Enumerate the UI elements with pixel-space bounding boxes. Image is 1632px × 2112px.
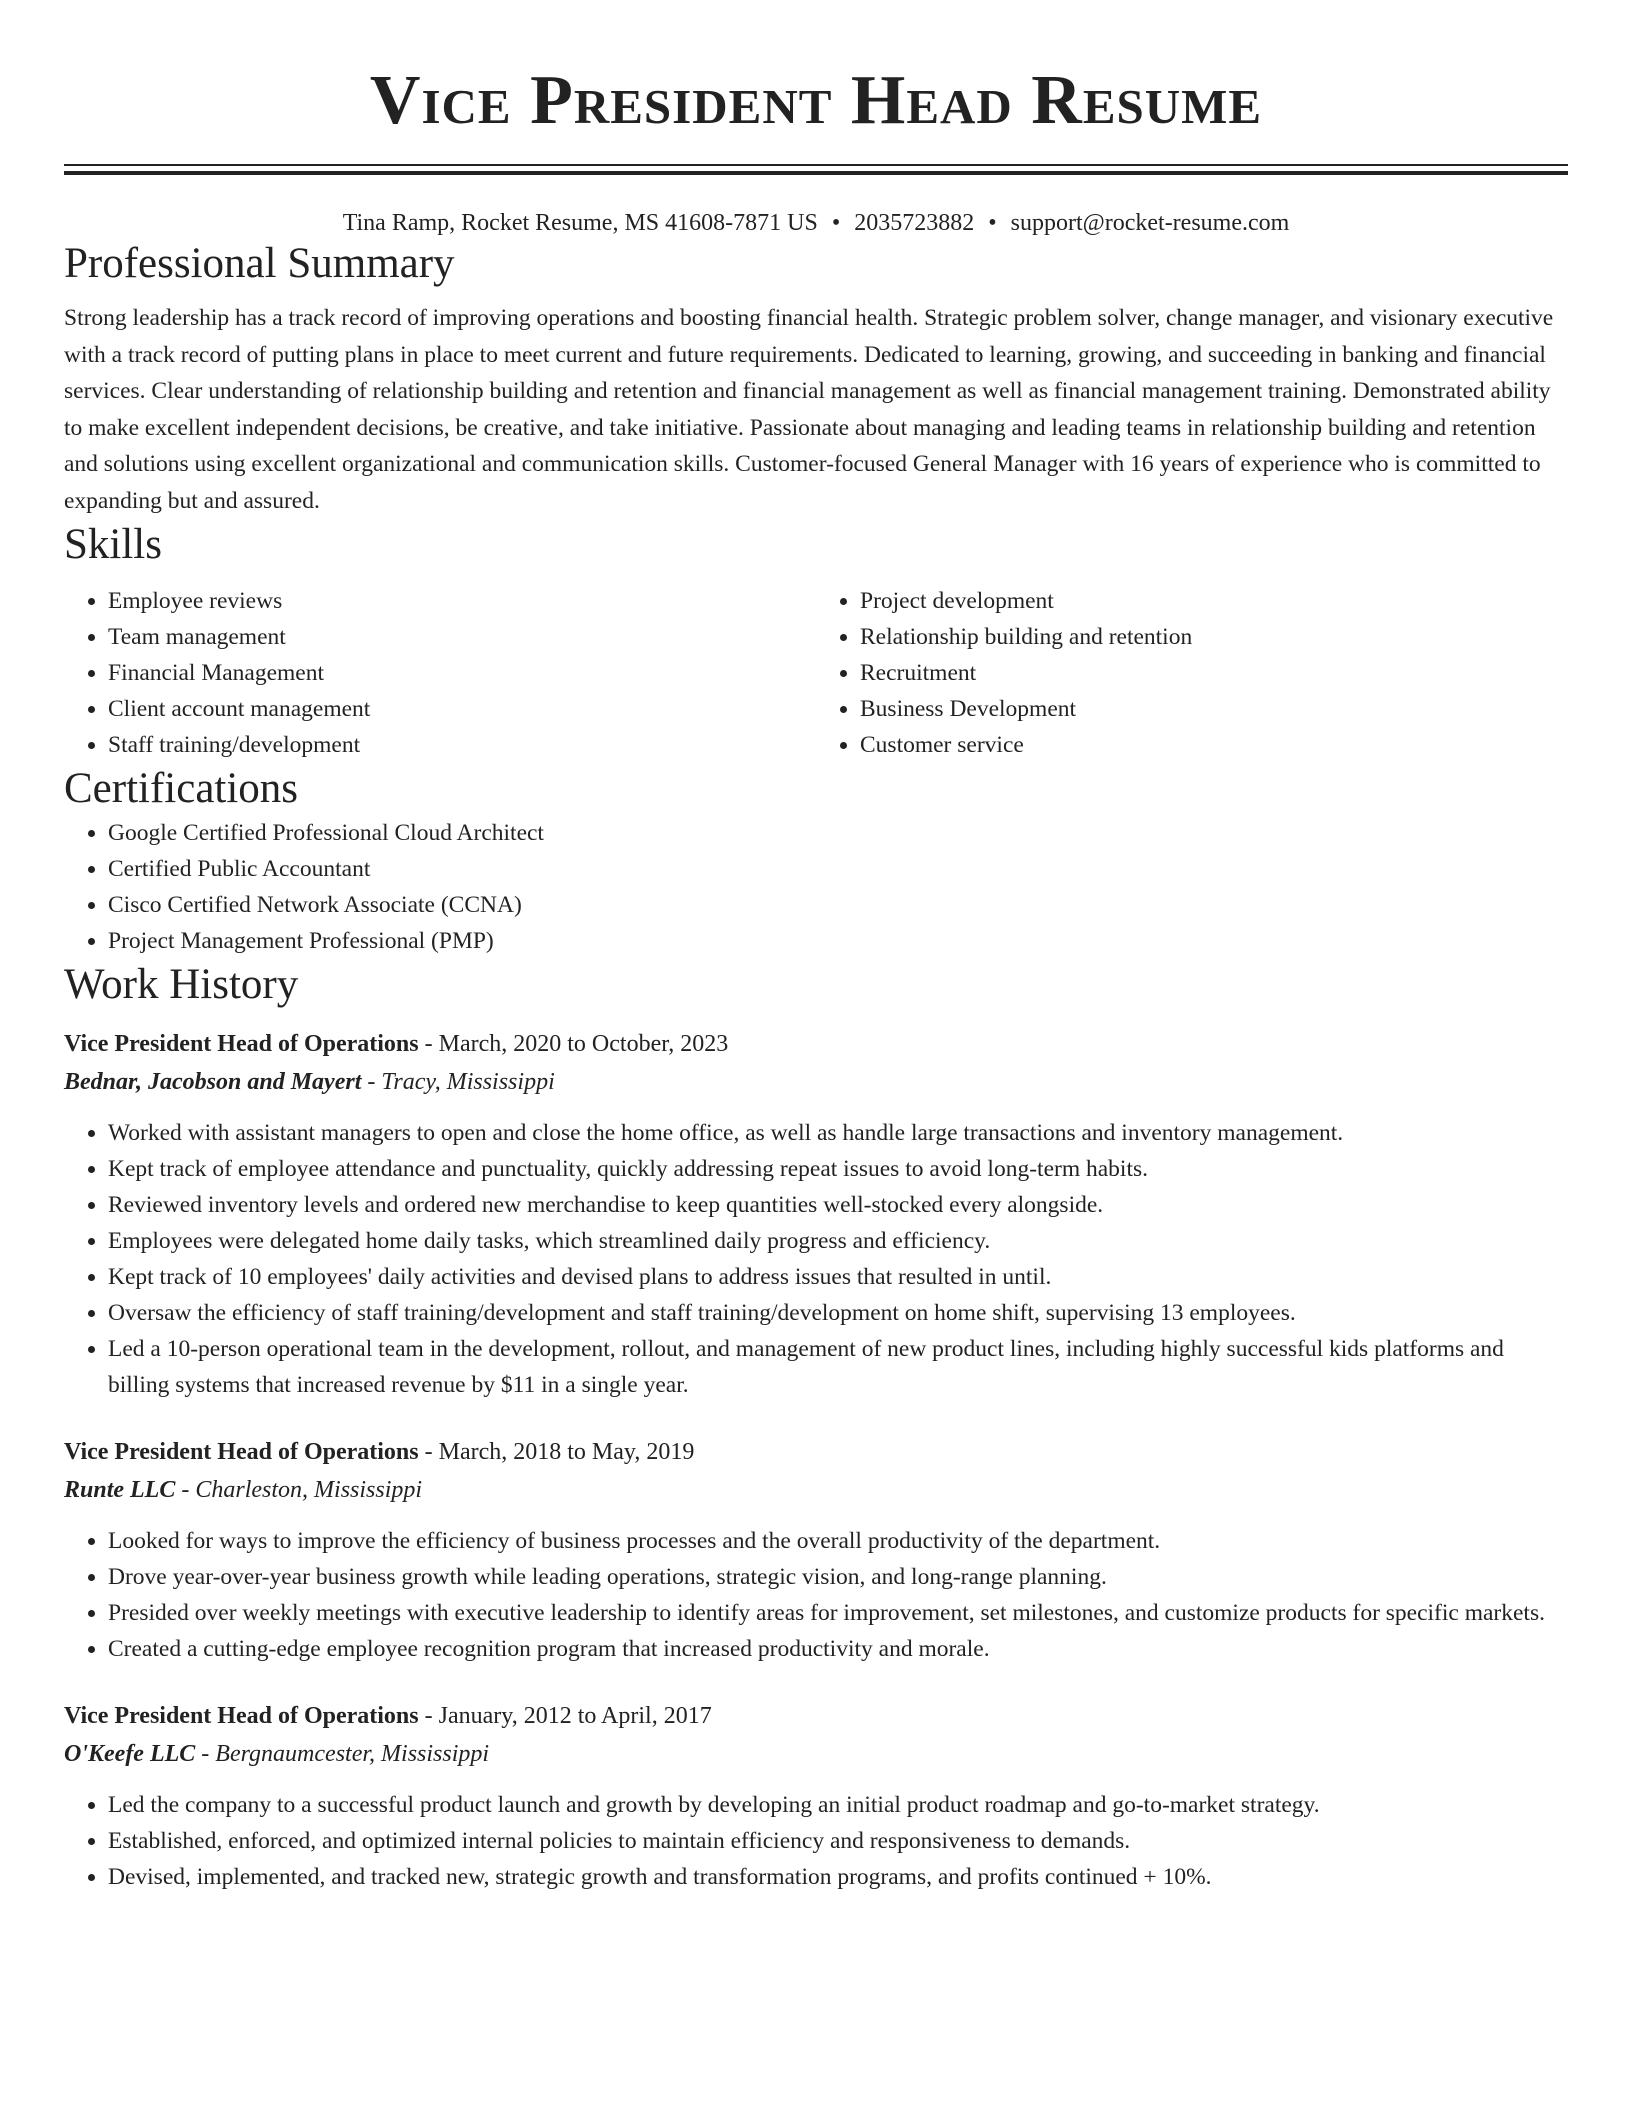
summary-heading: Professional Summary xyxy=(64,240,455,287)
company-location: - Bergnaumcester, Mississippi xyxy=(195,1741,490,1767)
job-bullet: • Reviewed inventory levels and ordered new merchandise to keep quantities well-stocked every alongside. xyxy=(108,1187,1568,1223)
certification-item: • Certified Public Accountant xyxy=(108,851,1568,887)
certification-item: • Google Certified Professional Cloud Architect xyxy=(108,815,1568,851)
company-name: Bednar, Jacobson and Mayert xyxy=(64,1069,362,1095)
company-line xyxy=(64,1735,1568,1773)
contact-separator: • xyxy=(831,210,841,236)
skill-item: • Employee reviews xyxy=(108,583,816,619)
job-entry xyxy=(64,1025,1568,1403)
job-bullet: • Looked for ways to improve the efficiency of business processes and the overall productivity of the department. xyxy=(108,1523,1568,1559)
job-title: Vice President Head of Operations xyxy=(64,1439,419,1465)
certification-item: • Project Management Professional (PMP) xyxy=(108,923,1568,959)
skills-column-right xyxy=(816,583,1568,763)
job-bullets xyxy=(64,1523,1568,1667)
certifications-heading: Certifications xyxy=(64,765,299,812)
skills-heading: Skills xyxy=(64,521,162,568)
skills-list xyxy=(64,583,1568,763)
job-dates: - March, 2020 to October, 2023 xyxy=(418,1031,729,1057)
certifications-list xyxy=(64,815,1568,959)
company-line xyxy=(64,1471,1568,1509)
company-line xyxy=(64,1063,1568,1101)
skill-item: • Customer service xyxy=(860,727,1568,763)
job-bullet: • Oversaw the efficiency of staff training/development and staff training/development on home shift, supervising 13 employees. xyxy=(108,1295,1568,1331)
job-bullet: • Kept track of 10 employees' daily activities and devised plans to address issues that resulted in until. xyxy=(108,1259,1568,1295)
contact-line xyxy=(64,208,1568,238)
company-name: Runte LLC xyxy=(64,1477,176,1503)
skills-column-left xyxy=(64,583,816,763)
job-bullet: • Led a 10-person operational team in the development, rollout, and management of new product lines, including highly successful kids platforms and billing systems that increased revenue by $11 in a single year. xyxy=(108,1331,1568,1403)
work-history-heading: Work History xyxy=(64,961,299,1008)
job-title: Vice President Head of Operations xyxy=(64,1031,419,1057)
job-bullet: • Established, enforced, and optimized internal policies to maintain efficiency and responsiveness to demands. xyxy=(108,1823,1568,1859)
skill-item: • Recruitment xyxy=(860,655,1568,691)
company-location: - Charleston, Mississippi xyxy=(175,1477,423,1503)
skill-item: • Relationship building and retention xyxy=(860,619,1568,655)
contact-email: support@rocket-resume.com xyxy=(1010,210,1290,236)
title-divider xyxy=(64,164,1568,175)
job-bullet: • Led the company to a successful product launch and growth by developing an initial product roadmap and go-to-market strategy. xyxy=(108,1787,1568,1823)
job-dates: - January, 2012 to April, 2017 xyxy=(418,1703,712,1729)
company-name: O'Keefe LLC xyxy=(64,1741,196,1767)
job-bullets xyxy=(64,1787,1568,1895)
job-bullets xyxy=(64,1115,1568,1403)
resume-title: Vice President Head Resume xyxy=(369,62,1263,139)
job-title-line xyxy=(64,1025,1568,1063)
job-bullet: • Created a cutting-edge employee recognition program that increased productivity and morale. xyxy=(108,1631,1568,1667)
certification-item: • Cisco Certified Network Associate (CCNA) xyxy=(108,887,1568,923)
job-title: Vice President Head of Operations xyxy=(64,1703,419,1729)
summary-text: Strong leadership has a track record of improving operations and boosting financial health. Strategic problem solver, change manager, and visionary executive with a track record of putting plans in place to meet current and future requirements. Dedicated to learning, growing, and succeeding in banking and financial services. Clear understanding of relationship building and retention and financial management as well as financial management training. Demonstrated ability to make excellent independent decisions, be creative, and take initiative. Passionate about managing and leading teams in relationship building and retention and solutions using excellent organizational and communication skills. Customer-focused General Manager with 16 years of experience who is committed to expanding but and assured. xyxy=(64,305,1554,514)
job-title-line xyxy=(64,1433,1568,1471)
job-bullet: • Employees were delegated home daily tasks, which streamlined daily progress and efficiency. xyxy=(108,1223,1568,1259)
job-entry xyxy=(64,1697,1568,1895)
skill-item: • Client account management xyxy=(108,691,816,727)
job-entry xyxy=(64,1433,1568,1667)
contact-phone: 2035723882 xyxy=(854,210,975,236)
job-bullet: • Presided over weekly meetings with executive leadership to identify areas for improvement, set milestones, and customize products for specific markets. xyxy=(108,1595,1568,1631)
job-bullet: • Kept track of employee attendance and punctuality, quickly addressing repeat issues to avoid long-term habits. xyxy=(108,1151,1568,1187)
company-location: - Tracy, Mississippi xyxy=(361,1069,555,1095)
contact-separator: • xyxy=(988,210,997,236)
job-bullet: • Worked with assistant managers to open and close the home office, as well as handle large transactions and inventory management. xyxy=(108,1115,1568,1151)
skill-item: • Team management xyxy=(108,619,816,655)
job-bullet: • Devised, implemented, and tracked new, strategic growth and transformation programs, and profits continued + 10%. xyxy=(108,1859,1568,1895)
contact-address: Tina Ramp, Rocket Resume, MS 41608-7871 US xyxy=(342,210,818,236)
job-bullet: • Drove year-over-year business growth while leading operations, strategic vision, and long-range planning. xyxy=(108,1559,1568,1595)
skill-item: • Business Development xyxy=(860,691,1568,727)
job-title-line xyxy=(64,1697,1568,1735)
skill-item: • Project development xyxy=(860,583,1568,619)
job-dates: - March, 2018 to May, 2019 xyxy=(418,1439,695,1465)
skill-item: • Staff training/development xyxy=(108,727,816,763)
skill-item: • Financial Management xyxy=(108,655,816,691)
